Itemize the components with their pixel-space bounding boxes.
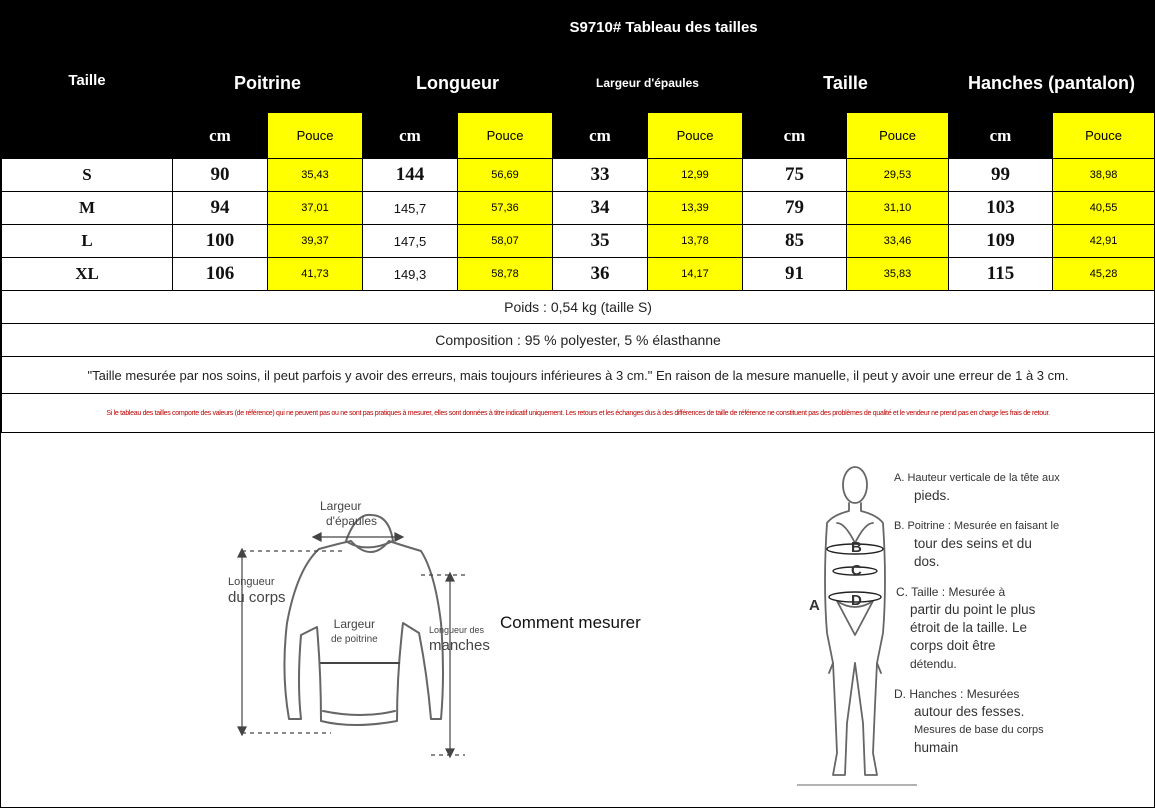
- size-label: S: [2, 159, 173, 192]
- cell-inch: 37,01: [268, 192, 363, 225]
- cell-cm: 109: [949, 225, 1053, 258]
- cell-cm: 100: [173, 225, 268, 258]
- letter-a: A: [809, 597, 820, 614]
- cell-cm: 106: [173, 258, 268, 291]
- cell-cm: 33: [553, 159, 648, 192]
- header-largeur-epaules: Largeur d'épaules: [553, 54, 743, 113]
- header-poitrine: Poitrine: [173, 54, 363, 113]
- weight-note: Poids : 0,54 kg (taille S): [2, 291, 1155, 324]
- disclaimer-note: Si le tableau des tailles comporte des valeurs (de référence) qui ne peuvent pas ou ne sont pas pratiques à mesurer, elles sont données à titre indicatif uniquement. Les retours et les échanges dus à des différences de taille de référence ne constituent pas des problèmes de qualité et le vendeur ne prend pas en charge les frais de retour.: [2, 394, 1155, 433]
- cell-inch: 45,28: [1053, 258, 1155, 291]
- cell-cm: 34: [553, 192, 648, 225]
- measurement-note: "Taille mesurée par nos soins, il peut parfois y avoir des erreurs, mais toujours inférieures à 3 cm." En raison de la mesure manuelle, il peut y avoir une erreur de 1 à 3 cm.: [2, 357, 1155, 394]
- cell-cm: 85: [743, 225, 847, 258]
- cell-inch: 42,91: [1053, 225, 1155, 258]
- body-length-label: Longueur du corps: [228, 576, 286, 606]
- cell-inch: 12,99: [648, 159, 743, 192]
- unit-pouce: Pouce: [458, 113, 553, 159]
- composition-note: Composition : 95 % polyester, 5 % élasthanne: [2, 324, 1155, 357]
- header-hanches: Hanches (pantalon): [949, 54, 1155, 113]
- how-to-measure-title: Comment mesurer: [500, 613, 641, 632]
- unit-pouce: Pouce: [268, 113, 363, 159]
- cell-inch: 39,37: [268, 225, 363, 258]
- unit-cm: cm: [949, 113, 1053, 159]
- cell-inch: 58,78: [458, 258, 553, 291]
- table-row: [2, 192, 1155, 225]
- cell-cm: 90: [173, 159, 268, 192]
- cell-inch: 41,73: [268, 258, 363, 291]
- table-title: S9710# Tableau des tailles: [173, 2, 1155, 54]
- unit-pouce: Pouce: [648, 113, 743, 159]
- cell-inch: 40,55: [1053, 192, 1155, 225]
- unit-cm: cm: [173, 113, 268, 159]
- cell-inch: 33,46: [847, 225, 949, 258]
- size-label: M: [2, 192, 173, 225]
- size-column-header: Taille: [2, 2, 173, 159]
- unit-cm: cm: [743, 113, 847, 159]
- cell-inch: 58,07: [458, 225, 553, 258]
- unit-pouce: Pouce: [1053, 113, 1155, 159]
- header-longueur: Longueur: [363, 54, 553, 113]
- size-table: [1, 1, 1155, 433]
- measurement-guide: [1, 433, 1154, 807]
- sleeve-length-label: Longueur des manches: [429, 625, 490, 654]
- cell-cm: 36: [553, 258, 648, 291]
- cell-inch: 57,36: [458, 192, 553, 225]
- size-label: XL: [2, 258, 173, 291]
- unit-pouce: Pouce: [847, 113, 949, 159]
- letter-c: C: [851, 562, 862, 579]
- unit-cm: cm: [363, 113, 458, 159]
- table-row: [2, 258, 1155, 291]
- cell-cm: 99: [949, 159, 1053, 192]
- cell-cm: 144: [363, 159, 458, 192]
- cell-cm: 79: [743, 192, 847, 225]
- cell-cm: 103: [949, 192, 1053, 225]
- cell-cm: 115: [949, 258, 1053, 291]
- cell-cm: 75: [743, 159, 847, 192]
- measurement-legend: A. Hauteur verticale de la tête aux pieds. B. Poitrine : Mesurée en faisant le tour des seins et du dos. C. Taille : Mesurée à partir du point le plus étroit de la taille. Le corps doit être détendu. D. Hanches : Mesurées autour des fesses. Mesures de base du corps humain: [894, 472, 1060, 755]
- cell-cm: 149,3: [363, 258, 458, 291]
- cell-inch: 29,53: [847, 159, 949, 192]
- sweater-diagram: [1, 473, 481, 773]
- size-label: L: [2, 225, 173, 258]
- cell-inch: 35,43: [268, 159, 363, 192]
- cell-inch: 31,10: [847, 192, 949, 225]
- cell-cm: 94: [173, 192, 268, 225]
- cell-inch: 13,39: [648, 192, 743, 225]
- cell-inch: 13,78: [648, 225, 743, 258]
- cell-cm: 145,7: [363, 192, 458, 225]
- unit-cm: cm: [553, 113, 648, 159]
- table-row: [2, 225, 1155, 258]
- letter-b: B: [851, 539, 862, 556]
- chest-width-label: Largeur de poitrine: [331, 617, 378, 645]
- shoulder-label: Largeur d'épaules: [320, 499, 377, 528]
- table-row: [2, 159, 1155, 192]
- cell-inch: 35,83: [847, 258, 949, 291]
- header-taille: Taille: [743, 54, 949, 113]
- cell-inch: 38,98: [1053, 159, 1155, 192]
- letter-d: D: [851, 592, 862, 609]
- cell-inch: 56,69: [458, 159, 553, 192]
- cell-cm: 147,5: [363, 225, 458, 258]
- cell-cm: 91: [743, 258, 847, 291]
- cell-inch: 14,17: [648, 258, 743, 291]
- cell-cm: 35: [553, 225, 648, 258]
